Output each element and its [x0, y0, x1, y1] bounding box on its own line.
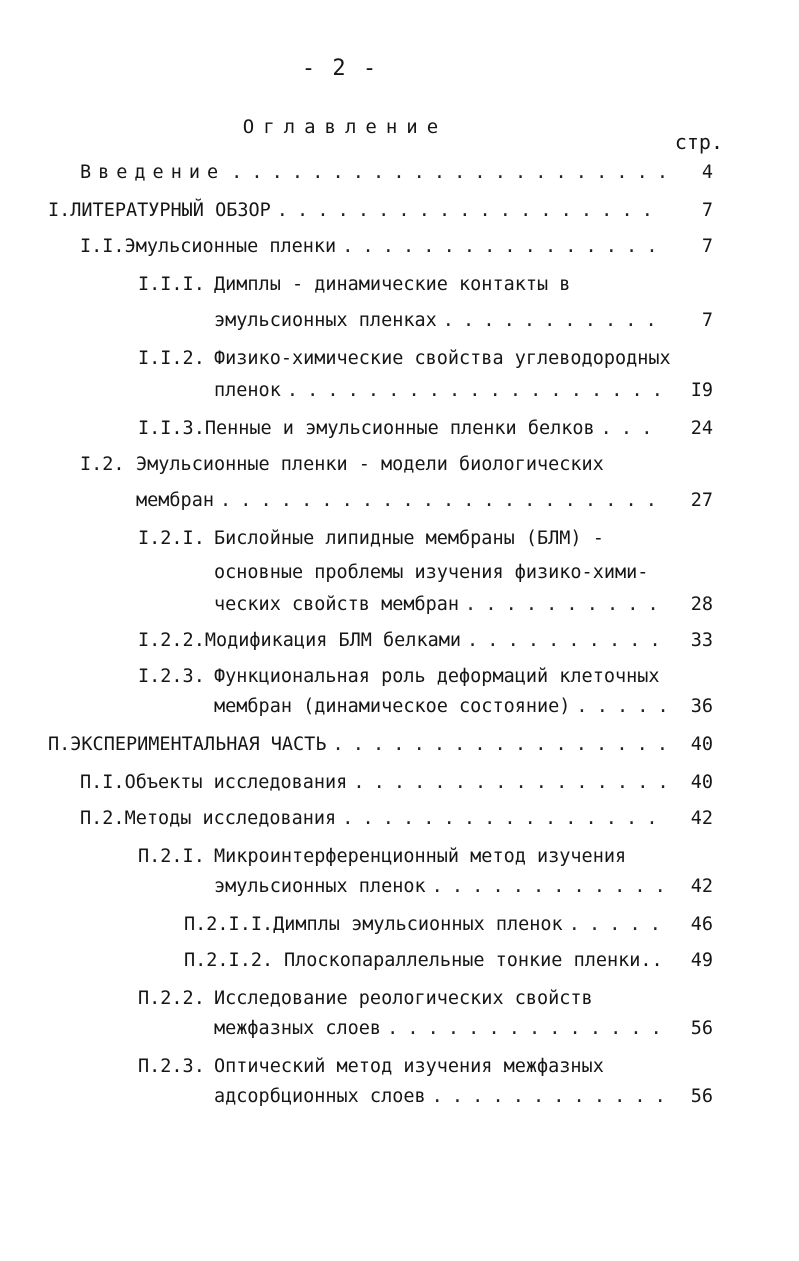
toc-entry-title: Методы исследования	[124, 808, 337, 829]
toc-entry-2-2-3[interactable]	[138, 1054, 739, 1080]
toc-entry-title: Введение	[80, 162, 226, 183]
toc-entry-number: П.2.I.2.	[184, 950, 274, 971]
toc-entry-2-2-3-cont	[214, 1084, 673, 1110]
toc-entry-title-line: мембран (динамическое состояние)	[214, 696, 571, 717]
toc-entry-page: 40	[690, 734, 713, 755]
toc-entry-page: 33	[690, 630, 713, 651]
toc-entry-number: П.2.2.	[138, 988, 205, 1009]
toc-entry-title-line: пленок	[214, 380, 281, 401]
toc-entry-2-2-2-cont	[214, 1016, 673, 1042]
toc-entry-1-2-3[interactable]	[138, 664, 749, 690]
toc-entry-number: I.2.	[80, 454, 125, 475]
toc-entry-2-2-1[interactable]	[138, 844, 739, 870]
toc-entry-page: 7	[701, 310, 713, 331]
toc-entry-2-2-1-1[interactable]	[184, 912, 673, 938]
leader-dots	[220, 488, 665, 514]
toc-entry-title-line: Микроинтерференционный метод изучения	[214, 846, 627, 867]
leader-dots	[432, 1084, 665, 1110]
toc-entry-page: 36	[690, 696, 713, 717]
toc-entry-2-2[interactable]	[80, 806, 673, 832]
toc-entry-title-line: эмульсионных пленок	[214, 876, 426, 897]
toc-entry-title-line: Функциональная роль деформаций клеточных	[214, 666, 660, 687]
toc-entry-number: I.2.3.	[138, 666, 205, 687]
leader-dots	[601, 416, 665, 442]
toc-entry-title-line: эмульсионных пленках	[214, 310, 437, 331]
toc-entry-1-1-2[interactable]	[138, 346, 749, 372]
toc-entry-number: П.2.	[80, 808, 125, 829]
toc-entry-1-1[interactable]	[80, 234, 673, 260]
toc-entry-page: 24	[690, 418, 713, 439]
toc-entry-title-line: Физико-химические свойства углеводородных	[214, 348, 671, 369]
toc-entry-page: 40	[690, 772, 713, 793]
toc-entry-title-line: Оптический метод изучения межфазных	[214, 1056, 604, 1077]
toc-entry-page: 4	[701, 162, 713, 183]
toc-entry-1-1-3[interactable]	[138, 416, 673, 442]
toc-entry-number: П.2.I.	[138, 846, 205, 867]
leader-dots	[432, 874, 665, 900]
toc-entry-number: П.	[48, 734, 71, 755]
toc-entry-2-2-1-cont	[214, 874, 673, 900]
toc-entry-1-2-1-cont	[214, 560, 739, 586]
leader-dots	[342, 806, 665, 832]
leader-dots	[342, 234, 665, 260]
leader-dots	[332, 732, 665, 758]
toc-title: Оглавление	[242, 116, 448, 138]
toc-entry-title: Модификация БЛМ белками	[204, 630, 462, 651]
toc-entry-title-line: ческих свойств мембран	[214, 594, 460, 615]
toc-entry-page: 42	[690, 876, 713, 897]
toc-entry-title: Эмульсионные пленки	[124, 236, 337, 257]
toc-entry-introduction[interactable]	[80, 160, 673, 186]
toc-entry-number: П.2.I.I.	[184, 914, 274, 935]
toc-entry-page: I9	[690, 380, 713, 401]
toc-entry-number: I.I.I.	[138, 274, 205, 295]
toc-entry-1-2[interactable]	[80, 452, 739, 478]
toc-entry-page: 27	[690, 490, 713, 511]
toc-entry-section-2[interactable]	[48, 732, 673, 758]
toc-entry-number: I.I.	[80, 236, 125, 257]
toc-entry-title: Пенные и эмульсионные пленки белков	[204, 418, 595, 439]
toc-entry-1-2-2[interactable]	[138, 628, 673, 654]
toc-entry-title-line: адсорбционных слоев	[214, 1086, 426, 1107]
toc-entry-2-1[interactable]	[80, 770, 673, 796]
toc-entry-page: 56	[690, 1018, 713, 1039]
toc-entry-page: 56	[690, 1086, 713, 1107]
toc-entry-title-line: мембран	[136, 490, 214, 511]
toc-entry-2-2-2[interactable]	[138, 986, 739, 1012]
toc-entry-number: I.2.I.	[138, 528, 205, 549]
leader-dots	[465, 592, 665, 618]
toc-entry-2-2-1-2[interactable]	[184, 948, 673, 974]
toc-entry-page: 7	[701, 236, 713, 257]
toc-entry-section-1[interactable]	[48, 198, 673, 224]
toc-entry-1-1-1[interactable]	[138, 272, 739, 298]
toc-entry-page: 28	[690, 594, 713, 615]
leader-dots	[231, 160, 665, 186]
toc-entry-page: 49	[690, 950, 713, 971]
toc-entry-title-line: Исследование реологических свойств	[214, 988, 593, 1009]
toc-entry-number: I.I.3.	[138, 418, 205, 439]
toc-entry-page: 46	[690, 914, 713, 935]
toc-entry-title-line: Бислойные липидные мембраны (БЛМ) -	[214, 528, 604, 549]
toc-entry-title-line: Димплы - динамические контакты в	[214, 274, 571, 295]
leader-dots	[287, 378, 665, 404]
toc-entry-1-2-1-cont2	[214, 592, 673, 618]
toc-entry-title: ЛИТЕРАТУРНЫЙ ОБЗОР	[70, 200, 271, 221]
leader-dots	[387, 1016, 665, 1042]
toc-entry-title: Плоскопараллельные тонкие пленки..	[284, 950, 663, 971]
leader-dots	[569, 912, 665, 938]
toc-entry-number: I.2.2.	[138, 630, 205, 651]
leader-dots	[576, 694, 665, 720]
toc-entry-number: П.I.	[80, 772, 125, 793]
toc-entry-title: ЭКСПЕРИМЕНТАЛЬНАЯ ЧАСТЬ	[70, 734, 327, 755]
leader-dots	[353, 770, 665, 796]
toc-entry-number: I.	[48, 200, 71, 221]
toc-entry-1-1-1-cont	[214, 308, 673, 334]
toc-entry-title-line: основные проблемы изучения физико-хими-	[214, 562, 649, 583]
toc-entry-title: Димплы эмульсионных пленок	[273, 914, 563, 935]
page-column-label: стр.	[674, 130, 723, 154]
toc-entry-title: Объекты исследования	[124, 772, 348, 793]
toc-entry-title-line: Эмульсионные пленки - модели биологических	[136, 454, 604, 475]
toc-entry-title-line: межфазных слоев	[214, 1018, 382, 1039]
toc-entry-1-2-1[interactable]	[138, 526, 739, 552]
page-number: - 2 -	[301, 56, 379, 81]
toc-entry-number: I.I.2.	[138, 348, 205, 369]
toc-entry-1-2-3-cont	[214, 694, 673, 720]
leader-dots	[443, 308, 665, 334]
toc-entry-number: П.2.3.	[138, 1056, 205, 1077]
toc-entry-1-2-cont	[136, 488, 673, 514]
leader-dots	[467, 628, 665, 654]
leader-dots	[277, 198, 665, 224]
toc-entry-1-1-2-cont	[214, 378, 673, 404]
toc-entry-page: 42	[690, 808, 713, 829]
toc-entry-page: 7	[701, 200, 713, 221]
